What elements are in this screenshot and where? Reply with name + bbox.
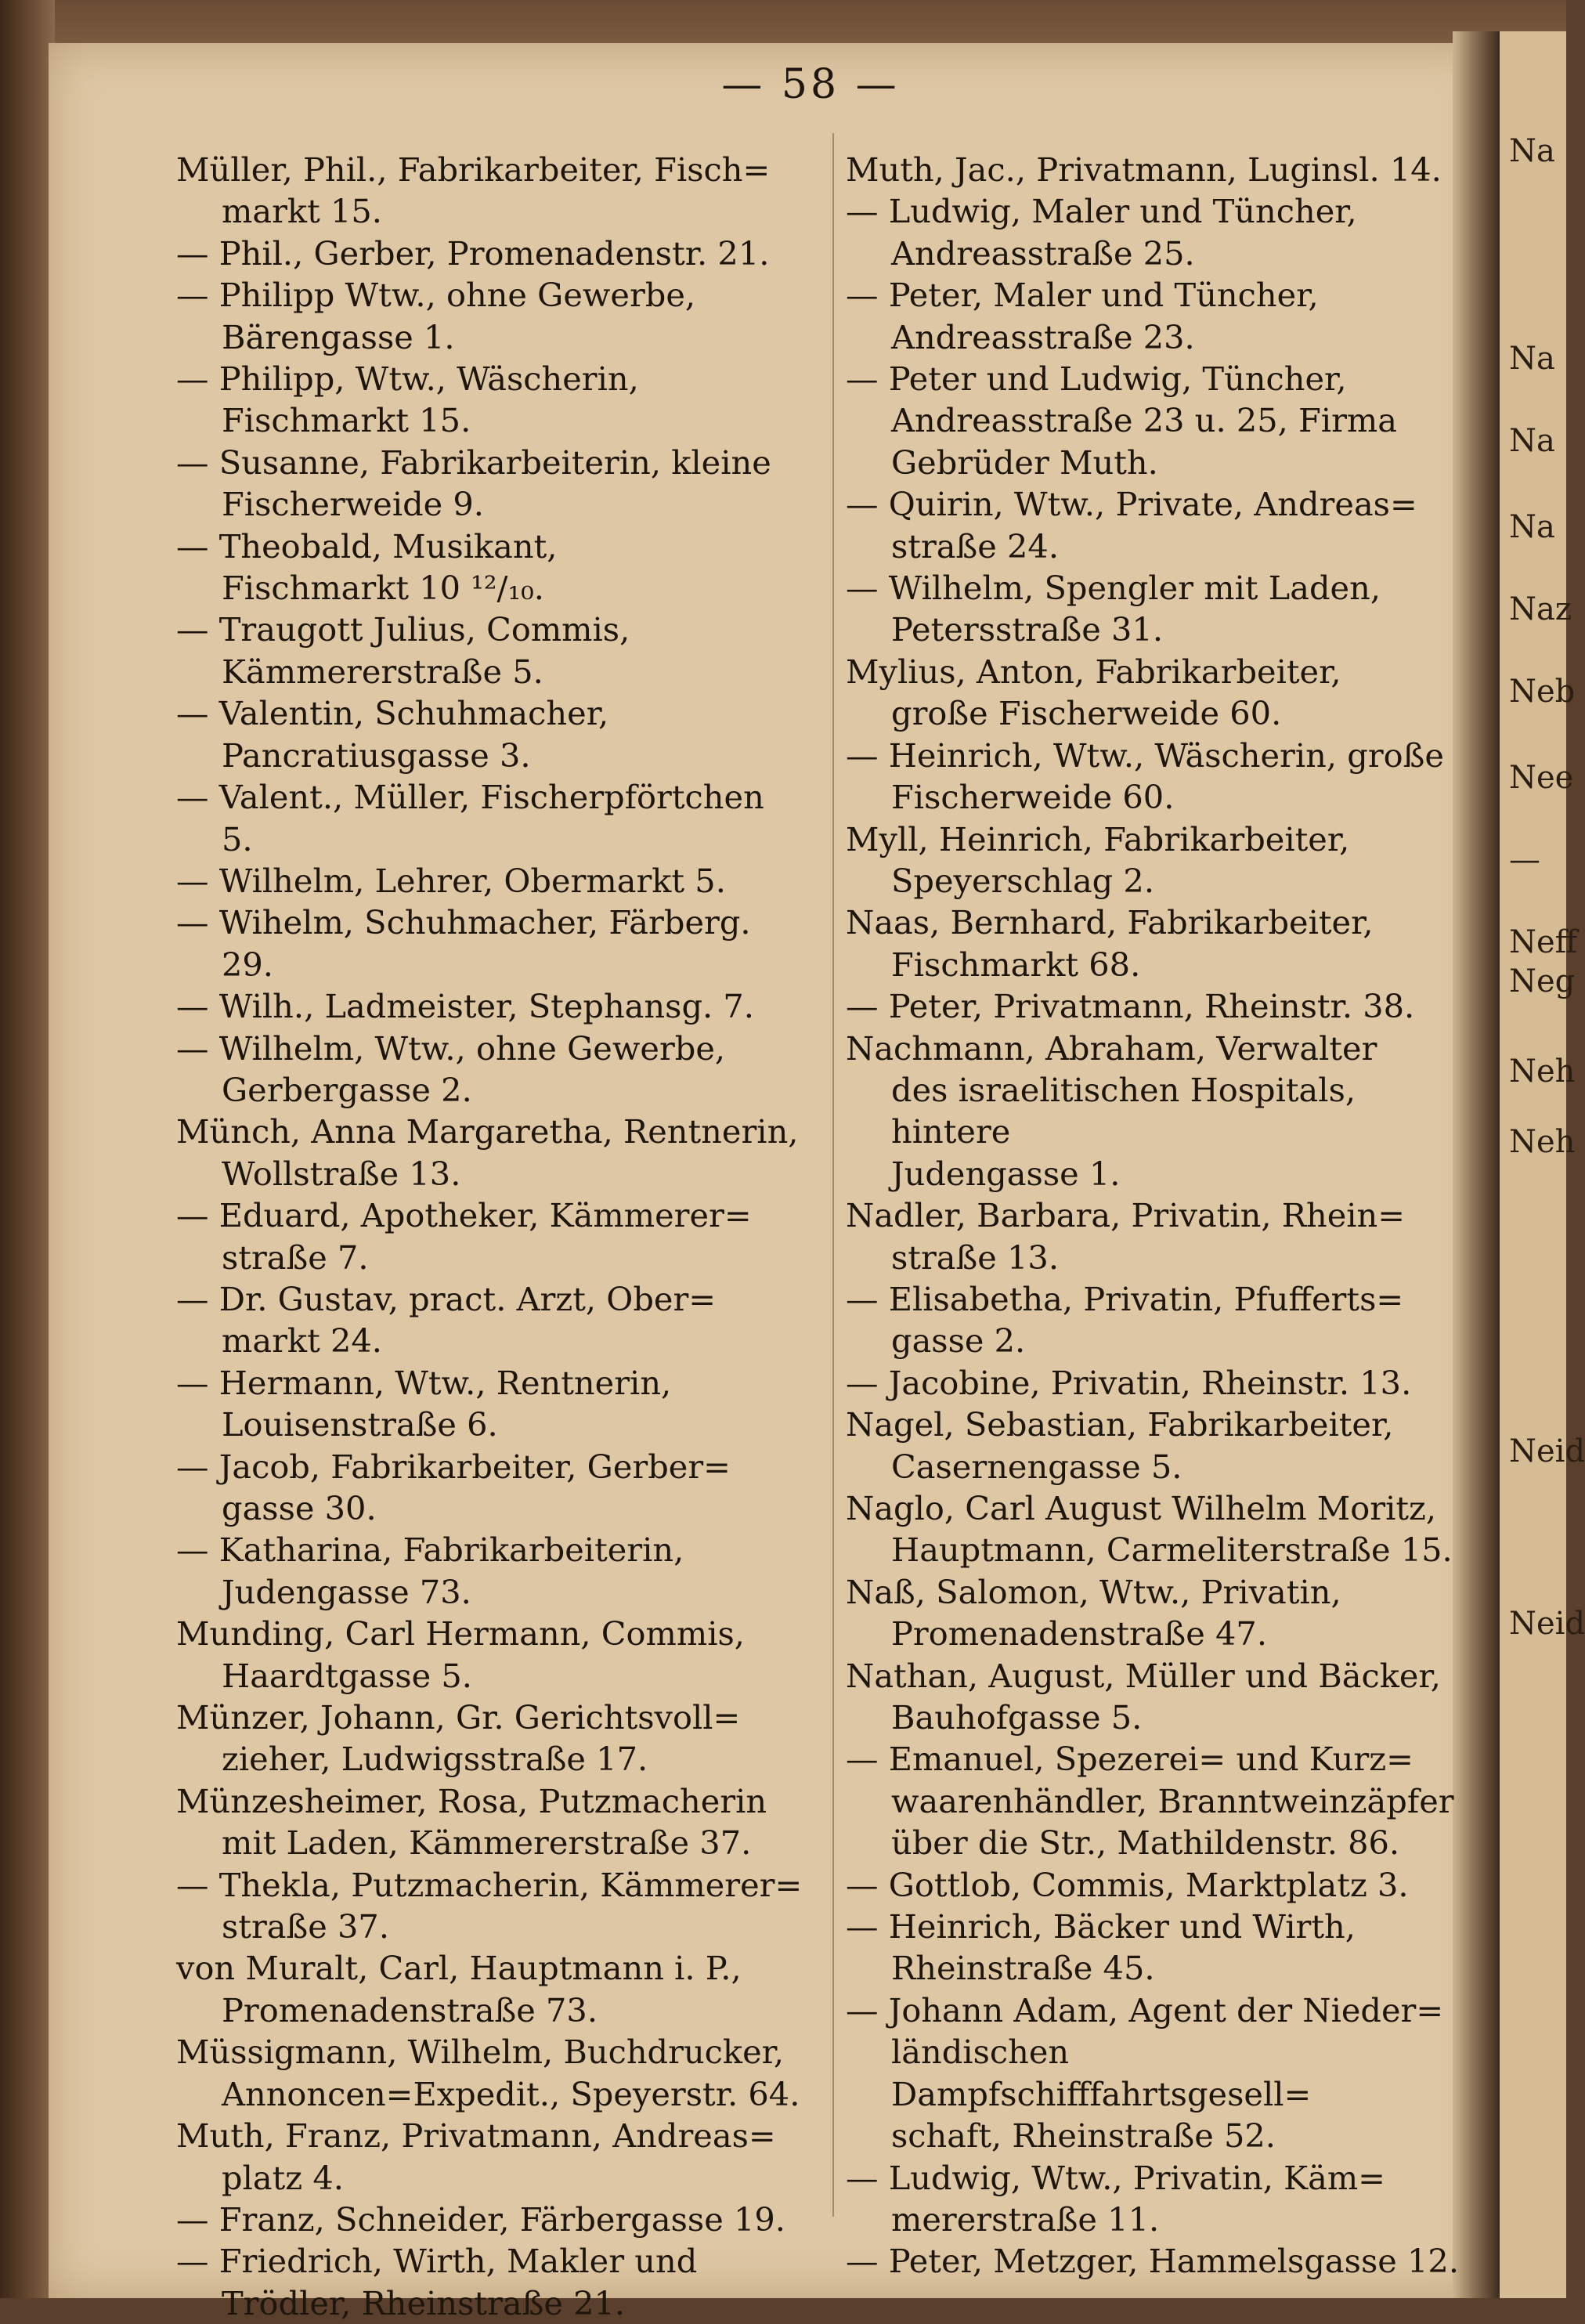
- entry-line: — Wilhelm, Spengler mit Laden,: [846, 569, 1381, 608]
- directory-entry: [176, 1613, 803, 1697]
- directory-entry: [176, 442, 803, 526]
- entry-continuation-line: Fischerweide 9.: [222, 485, 484, 524]
- directory-entry: [846, 1195, 1468, 1278]
- directory-entry: [176, 692, 803, 776]
- next-page-edge: [1500, 31, 1585, 2298]
- directory-entry: [846, 985, 1468, 1027]
- directory-entry: [176, 1278, 803, 1362]
- entry-line: Naglo, Carl August Wilhelm Moritz,: [846, 1489, 1437, 1527]
- entry-continuation-line: Pancratiusgasse 3.: [222, 736, 531, 775]
- entry-line: — Jacobine, Privatin, Rheinstr. 13.: [846, 1363, 1412, 1402]
- next-page-text-fragment: Nee: [1509, 760, 1574, 796]
- directory-entry: [176, 274, 803, 358]
- directory-entry: [176, 233, 803, 274]
- entry-continuation-line: straße 37.: [222, 1907, 390, 1946]
- directory-entry: [846, 651, 1468, 735]
- directory-entry: [176, 860, 803, 902]
- directory-entry: [846, 1487, 1468, 1571]
- entry-line: — Peter und Ludwig, Tüncher,: [846, 360, 1347, 399]
- entry-line: — Philipp Wtw., ohne Gewerbe,: [176, 276, 696, 315]
- entry-continuation-line: zieher, Ludwigsstraße 17.: [222, 1740, 648, 1779]
- directory-entry: [846, 1571, 1468, 1655]
- entry-line: — Wilhelm, Lehrer, Obermarkt 5.: [176, 861, 726, 900]
- directory-entry: [846, 1655, 1468, 1739]
- entry-continuation-line: ländischen Dampfschifffahrtsgesell=: [891, 2033, 1312, 2113]
- entry-continuation-line: gasse 2.: [891, 1321, 1026, 1361]
- next-page-text-fragment: Na: [1509, 133, 1555, 169]
- directory-entry: [846, 358, 1468, 483]
- entry-continuation-line: schaft, Rheinstraße 52.: [891, 2116, 1276, 2156]
- entry-line: — Peter, Metzger, Hammelsgasse 12.: [846, 2242, 1460, 2281]
- directory-entry: [176, 1111, 803, 1195]
- entry-line: Munding, Carl Hermann, Commis,: [176, 1614, 745, 1654]
- directory-entry: [846, 149, 1468, 190]
- entry-continuation-line: Promenadenstraße 73.: [222, 1990, 598, 2029]
- next-page-text-fragment: Na: [1509, 423, 1555, 459]
- entry-line: — Dr. Gustav, pract. Arzt, Ober=: [176, 1279, 717, 1318]
- directory-entry: [846, 1738, 1468, 1863]
- directory-entry: [846, 1028, 1468, 1195]
- directory-entry: [846, 1864, 1468, 1906]
- directory-entry: [846, 735, 1468, 819]
- directory-entry: [846, 1906, 1468, 1990]
- entry-line: Myll, Heinrich, Fabrikarbeiter,: [846, 819, 1350, 858]
- directory-entry: [176, 902, 803, 985]
- next-page-text-fragment: Naz: [1509, 591, 1572, 627]
- entry-line: — Theobald, Musikant,: [176, 526, 558, 566]
- directory-entry: [846, 819, 1468, 902]
- directory-entry: [176, 1195, 803, 1278]
- directory-entry: [846, 1404, 1468, 1487]
- entry-continuation-line: Haardtgasse 5.: [222, 1656, 473, 1695]
- directory-entry: [846, 567, 1468, 651]
- directory-entry: [176, 2115, 803, 2199]
- directory-entry: [176, 1864, 803, 1948]
- entry-continuation-line: Fischmarkt 15.: [222, 401, 471, 440]
- book-binding: [0, 0, 55, 2298]
- entry-continuation-line: Louisenstraße 6.: [222, 1405, 498, 1444]
- entry-line: — Katharina, Fabrikarbeiterin,: [176, 1531, 684, 1570]
- directory-entry: [176, 2031, 803, 2115]
- entry-continuation-line: Wollstraße 13.: [222, 1154, 461, 1193]
- entry-line: Nachmann, Abraham, Verwalter: [846, 1028, 1377, 1068]
- entry-line: — Jacob, Fabrikarbeiter, Gerber=: [176, 1447, 731, 1486]
- next-page-text-fragment: Neh: [1509, 1124, 1576, 1160]
- entry-line: — Peter, Maler und Tüncher,: [846, 276, 1319, 315]
- entry-continuation-line: markt 24.: [222, 1321, 382, 1361]
- left-column: [176, 149, 803, 2324]
- directory-entry: [846, 902, 1468, 985]
- directory-entry: [176, 1529, 803, 1613]
- entry-continuation-line: Andreasstraße 23.: [891, 317, 1195, 356]
- entry-line: — Wilh., Ladmeister, Stephansg. 7.: [176, 987, 754, 1026]
- entry-continuation-line: mererstraße 11.: [891, 2199, 1160, 2239]
- entry-continuation-line: waarenhändler, Branntweinzäpfer: [891, 1781, 1454, 1820]
- directory-entry: [846, 1990, 1468, 2157]
- entry-line: — Philipp, Wtw., Wäscherin,: [176, 360, 639, 399]
- entry-line: — Phil., Gerber, Promenadenstr. 21.: [176, 233, 770, 273]
- entry-line: — Wilhelm, Wtw., ohne Gewerbe,: [176, 1028, 726, 1068]
- entry-line: Muth, Jac., Privatmann, Luginsl. 14.: [846, 150, 1442, 189]
- directory-entry: [846, 1278, 1468, 1362]
- entry-continuation-line: Casernengasse 5.: [891, 1447, 1182, 1486]
- entry-line: — Hermann, Wtw., Rentnerin,: [176, 1363, 672, 1402]
- entry-continuation-line: Andreasstraße 25.: [891, 233, 1195, 273]
- entry-line: Naas, Bernhard, Fabrikarbeiter,: [846, 903, 1374, 942]
- directory-entry: [176, 149, 803, 233]
- next-page-text-fragment: —: [1509, 842, 1540, 878]
- entry-line: Müller, Phil., Fabrikarbeiter, Fisch=: [176, 150, 771, 189]
- directory-entry: [176, 776, 803, 860]
- directory-entry: [846, 2240, 1468, 2282]
- entry-continuation-line: Rheinstraße 45.: [891, 1949, 1155, 1988]
- entry-continuation-line: Promenadenstraße 47.: [891, 1614, 1268, 1654]
- next-page-text-fragment: Neid: [1509, 1433, 1585, 1469]
- entry-line: — Friedrich, Wirth, Makler und: [176, 2242, 698, 2281]
- entry-continuation-line: Judengasse 1.: [891, 1154, 1121, 1193]
- entry-continuation-line: Petersstraße 31.: [891, 610, 1164, 649]
- next-page-text-fragment: Na: [1509, 509, 1555, 545]
- directory-entry: [176, 1780, 803, 1864]
- entry-line: Münzer, Johann, Gr. Gerichtsvoll=: [176, 1698, 741, 1737]
- next-page-text-fragment: Neh: [1509, 1054, 1576, 1090]
- entry-line: Muth, Franz, Privatmann, Andreas=: [176, 2116, 776, 2156]
- entry-line: — Traugott Julius, Commis,: [176, 610, 630, 649]
- directory-entry: [176, 609, 803, 692]
- entry-line: — Emanuel, Spezerei= und Kurz=: [846, 1740, 1414, 1779]
- directory-entry: [176, 985, 803, 1027]
- entry-line: Nadler, Barbara, Privatin, Rhein=: [846, 1196, 1406, 1235]
- entry-line: — Ludwig, Wtw., Privatin, Käm=: [846, 2158, 1385, 2197]
- entry-line: — Elisabetha, Privatin, Pfufferts=: [846, 1279, 1404, 1318]
- next-page-text-fragment: Neg: [1509, 963, 1576, 999]
- directory-entry: [846, 274, 1468, 358]
- right-column: [846, 149, 1468, 2282]
- next-page-text-fragment: Na: [1509, 341, 1555, 377]
- entry-continuation-line: Kämmererstraße 5.: [222, 652, 543, 691]
- entry-line: — Heinrich, Wtw., Wäscherin, große: [846, 736, 1444, 775]
- entry-line: — Gottlob, Commis, Marktplatz 3.: [846, 1865, 1409, 1904]
- next-page-text-fragment: Neid: [1509, 1606, 1585, 1642]
- entry-continuation-line: große Fischerweide 60.: [891, 694, 1282, 733]
- entry-line: — Valentin, Schuhmacher,: [176, 694, 609, 733]
- entry-continuation-line: straße 7.: [222, 1238, 369, 1277]
- book-cover-top: [0, 0, 1566, 47]
- entry-continuation-line: über die Str., Mathildenstr. 86.: [891, 1823, 1400, 1863]
- entry-line: — Susanne, Fabrikarbeiterin, kleine: [176, 443, 771, 482]
- entry-continuation-line: Speyerschlag 2.: [891, 861, 1155, 900]
- entry-line: — Ludwig, Maler und Tüncher,: [846, 192, 1357, 231]
- entry-line: — Heinrich, Bäcker und Wirth,: [846, 1907, 1356, 1946]
- entry-line: Nathan, August, Müller und Bäcker,: [846, 1656, 1441, 1695]
- directory-entry: [846, 1362, 1468, 1404]
- entry-continuation-line: Bärengasse 1.: [222, 317, 455, 356]
- entry-line: — Quirin, Wtw., Private, Andreas=: [846, 485, 1417, 524]
- directory-entry: [176, 358, 803, 442]
- entry-continuation-line: Fischmarkt 10 ¹²/₁₀.: [222, 569, 545, 608]
- entry-line: — Valent., Müller, Fischerpförtchen 5.: [176, 778, 764, 858]
- next-page-text-fragment: Neff: [1509, 924, 1578, 960]
- directory-entry: [846, 190, 1468, 274]
- column-divider: [832, 133, 834, 2217]
- entry-continuation-line: Andreasstraße 23 u. 25, Firma: [891, 401, 1398, 440]
- directory-entry: [176, 1697, 803, 1780]
- directory-entry: [176, 1028, 803, 1111]
- entry-line: — Johann Adam, Agent der Nieder=: [846, 1990, 1444, 2029]
- entry-line: — Wihelm, Schuhmacher, Färberg. 29.: [176, 903, 751, 984]
- entry-continuation-line: Judengasse 73.: [222, 1572, 471, 1611]
- entry-continuation-line: Fischmarkt 68.: [891, 945, 1141, 984]
- directory-entry: [176, 2240, 803, 2324]
- entry-continuation-line: Bauhofgasse 5.: [891, 1698, 1143, 1737]
- entry-line: — Peter, Privatmann, Rheinstr. 38.: [846, 987, 1415, 1026]
- entry-continuation-line: Fischerweide 60.: [891, 778, 1175, 817]
- entry-continuation-line: des israelitischen Hospitals, hintere: [891, 1070, 1356, 1151]
- entry-continuation-line: straße 13.: [891, 1238, 1060, 1277]
- entry-continuation-line: mit Laden, Kämmererstraße 37.: [222, 1823, 752, 1863]
- page-number: — 58 —: [721, 61, 900, 108]
- directory-entry: [176, 526, 803, 609]
- next-page-text-fragment: Neb: [1509, 674, 1576, 710]
- entry-line: Münzesheimer, Rosa, Putzmacherin: [176, 1781, 767, 1820]
- entry-continuation-line: Gebrüder Muth.: [891, 443, 1158, 482]
- entry-continuation-line: straße 24.: [891, 526, 1060, 566]
- entry-continuation-line: platz 4.: [222, 2158, 344, 2197]
- entry-line: Nagel, Sebastian, Fabrikarbeiter,: [846, 1405, 1394, 1444]
- entry-continuation-line: markt 15.: [222, 192, 382, 231]
- directory-entry: [176, 1446, 803, 1530]
- directory-entry: [176, 1362, 803, 1446]
- entry-line: von Muralt, Carl, Hauptmann i. P.,: [176, 1949, 742, 1988]
- entry-continuation-line: gasse 30.: [222, 1489, 377, 1527]
- entry-continuation-line: Trödler, Rheinstraße 21.: [222, 2283, 626, 2322]
- directory-entry: [176, 2199, 803, 2240]
- entry-continuation-line: Annoncen=Expedit., Speyerstr. 64.: [222, 2074, 800, 2113]
- entry-line: — Franz, Schneider, Färbergasse 19.: [176, 2199, 785, 2239]
- entry-line: — Eduard, Apotheker, Kämmerer=: [176, 1196, 752, 1235]
- entry-line: — Thekla, Putzmacherin, Kämmerer=: [176, 1865, 803, 1904]
- directory-entry: [176, 1947, 803, 2031]
- entry-continuation-line: Gerbergasse 2.: [222, 1070, 472, 1109]
- entry-line: Mylius, Anton, Fabrikarbeiter,: [846, 652, 1341, 691]
- directory-entry: [846, 483, 1468, 567]
- entry-line: Münch, Anna Margaretha, Rentnerin,: [176, 1112, 799, 1151]
- entry-line: Müssigmann, Wilhelm, Buchdrucker,: [176, 2033, 785, 2072]
- entry-line: Naß, Salomon, Wtw., Privatin,: [846, 1572, 1341, 1611]
- directory-entry: [846, 2157, 1468, 2241]
- entry-continuation-line: Hauptmann, Carmeliterstraße 15.: [891, 1531, 1453, 1570]
